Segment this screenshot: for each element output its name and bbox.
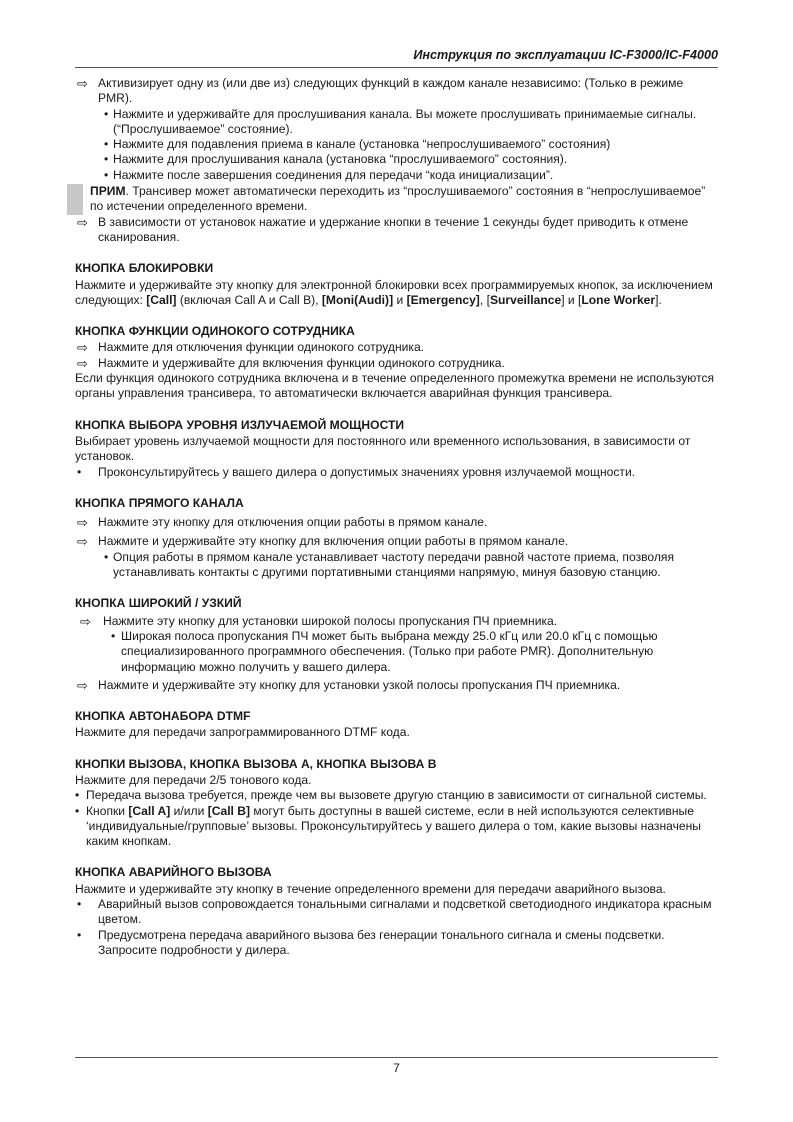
direct-arrow-text: Нажмите и удерживайте эту кнопку для включения опции работы в прямом канале. bbox=[98, 534, 569, 549]
section-title-power: КНОПКА ВЫБОРА УРОВНЯ ИЗЛУЧАЕМОЙ МОЩНОСТИ bbox=[75, 417, 405, 432]
power-paragraph: Выбирает уровень излучаемой мощности для постоянного или временного использования, в зависимости от установок. bbox=[75, 433, 691, 464]
call-bullet-2 bbox=[75, 804, 719, 850]
section-title-lock: КНОПКА БЛОКИРОВКИ bbox=[75, 261, 214, 276]
emergency-bullet-text: Предусмотрена передача аварийного вызова без генерации тонального сигнала и смены подсветки. Запросите подробности у дилера. bbox=[98, 927, 665, 957]
section-title-direct: КНОПКА ПРЯМОГО КАНАЛА bbox=[75, 495, 244, 510]
intro-bullet-3 bbox=[75, 152, 719, 167]
call-bullet-text: и/или bbox=[170, 803, 208, 818]
call-bullet-1 bbox=[75, 788, 719, 803]
call-paragraph: Нажмите для передачи 2/5 тонового кода. bbox=[75, 772, 312, 787]
lone-arrow-1 bbox=[75, 340, 719, 355]
direct-bullet bbox=[75, 550, 719, 581]
bullet-icon: • bbox=[104, 167, 109, 182]
wide-bullet bbox=[75, 629, 719, 675]
lock-paragraph bbox=[75, 278, 719, 309]
bullet-icon: • bbox=[104, 106, 109, 121]
arrow-icon: ⇨ bbox=[77, 214, 88, 230]
section-title-call: КНОПКИ ВЫЗОВА, КНОПКА ВЫЗОВА А, КНОПКА ВЫЗОВА В bbox=[75, 756, 437, 771]
section-title-lone-worker: КНОПКА ФУНКЦИИ ОДИНОКОГО СОТРУДНИКА bbox=[75, 324, 355, 339]
call-bullet-text: Передача вызова требуется, прежде чем вы вызовете другую станцию в зависимости от сигнальной системы. bbox=[86, 788, 707, 803]
intro-bullet-text: Нажмите после завершения соединения для передачи “кода инициализации”. bbox=[113, 167, 554, 182]
note-label: ПРИМ bbox=[90, 184, 126, 199]
bullet-icon: • bbox=[77, 927, 82, 942]
bullet-icon: • bbox=[111, 628, 116, 643]
intro-arrow-text: Активизирует одну из (или две из) следующих функций в каждом канале независимо: (Только в режиме PMR). bbox=[98, 76, 684, 106]
intro-arrow-item bbox=[75, 76, 719, 107]
page-number: 7 bbox=[393, 1061, 400, 1075]
call-bullet-text: могут быть доступны в вашей системе, если в ней используются селективные ‘индивидуальные/групповые’ вызовы. Проконсультируйтесь у вашего дилера о том, какие вызовы назначены каким кнопкам. bbox=[86, 803, 701, 849]
key-surveillance: Surveillance bbox=[489, 292, 562, 307]
intro-bullet-text: Нажмите и удерживайте для прослушивания канала. Вы можете прослушивать принимаемые сигналы. (“Прослушиваемое” состояние). bbox=[113, 106, 697, 136]
section-title-dtmf: КНОПКА АВТОНАБОРА DTMF bbox=[75, 709, 251, 724]
bullet-icon: • bbox=[104, 152, 109, 167]
lone-arrow-text: Нажмите для отключения функции одинокого сотрудника. bbox=[98, 340, 425, 355]
arrow-icon: ⇨ bbox=[77, 515, 88, 531]
note-bar bbox=[67, 184, 83, 215]
bullet-icon: • bbox=[104, 549, 109, 564]
power-bullet bbox=[75, 465, 719, 480]
emergency-paragraph: Нажмите и удерживайте эту кнопку в течение определенного времени для передачи аварийного вызова. bbox=[75, 881, 666, 896]
arrow-icon: ⇨ bbox=[77, 355, 88, 371]
intro-bullet-text: Нажмите для подавления приема в канале (установка “непрослушиваемого” состояния) bbox=[113, 137, 611, 152]
key-moni: [Moni(Audi)] bbox=[321, 292, 394, 307]
page-header: Инструкция по эксплуатации IC-F3000/IC-F4000 bbox=[413, 48, 718, 62]
emergency-bullet-2 bbox=[75, 928, 719, 959]
key-call: [Call] bbox=[146, 292, 177, 307]
emergency-bullet-1 bbox=[75, 897, 719, 928]
wide-arrow-2 bbox=[75, 678, 719, 693]
bullet-icon: • bbox=[77, 897, 82, 912]
arrow-icon: ⇨ bbox=[77, 340, 88, 356]
call-bullet-text: Кнопки bbox=[86, 803, 129, 818]
lock-text: Нажмите и удерживайте эту кнопку для электронной блокировки всех программируемых кнопок, за исключением следующих: bbox=[75, 277, 713, 307]
direct-arrow-text: Нажмите эту кнопку для отключения опции работы в прямом канале. bbox=[98, 515, 488, 530]
page-content bbox=[75, 76, 719, 958]
bullet-icon: • bbox=[104, 137, 109, 152]
wide-arrow-text: Нажмите эту кнопку для установки широкой полосы пропускания ПЧ приемника. bbox=[103, 613, 558, 628]
wide-arrow-text: Нажмите и удерживайте эту кнопку для установки узкой полосы пропускания ПЧ приемника. bbox=[98, 677, 621, 692]
arrow-icon: ⇨ bbox=[77, 534, 88, 550]
lone-arrow-text: Нажмите и удерживайте для включения функции одинокого сотрудника. bbox=[98, 355, 505, 370]
emergency-bullet-text: Аварийный вызов сопровождается тональными сигналами и подсветкой светодиодного индикатора красным цветом. bbox=[98, 897, 712, 927]
arrow-icon: ⇨ bbox=[77, 677, 88, 693]
lock-text: ] и [ bbox=[561, 292, 582, 307]
intro-bullet-4 bbox=[75, 168, 719, 183]
note-block bbox=[75, 184, 719, 215]
arrow-icon: ⇨ bbox=[77, 76, 88, 91]
arrow-icon: ⇨ bbox=[80, 613, 91, 629]
footer-rule bbox=[75, 1057, 718, 1058]
intro-arrow-text: В зависимости от установок нажатие и удержание кнопки в течение 1 секунды будет приводить к отмене сканирования. bbox=[98, 214, 689, 244]
intro-bullet-1 bbox=[75, 107, 719, 138]
section-title-wide: КНОПКА ШИРОКИЙ / УЗКИЙ bbox=[75, 596, 242, 611]
direct-arrow-1 bbox=[75, 515, 719, 530]
key-lone-worker: Lone Worker bbox=[581, 292, 656, 307]
key-call-a: [Call A] bbox=[128, 803, 171, 818]
direct-arrow-2 bbox=[75, 534, 719, 549]
lock-text: , [ bbox=[479, 292, 490, 307]
header-rule bbox=[75, 67, 718, 68]
key-emergency: [Emergency] bbox=[406, 292, 480, 307]
section-title-emergency: КНОПКА АВАРИЙНОГО ВЫЗОВА bbox=[75, 865, 272, 880]
lock-text: ]. bbox=[655, 292, 662, 307]
intro-bullet-text: Нажмите для прослушивания канала (установка “прослушиваемого” состояния). bbox=[113, 152, 568, 167]
power-bullet-text: Проконсультируйтесь у вашего дилера о допустимых значениях уровня излучаемой мощности. bbox=[98, 464, 636, 479]
lone-paragraph: Если функция одинокого сотрудника включена и в течение определенного промежутка времени не используются органы управления трансивера, то автоматически включается аварийная функция трансивера. bbox=[75, 371, 715, 401]
intro-arrow-item-2 bbox=[75, 215, 719, 246]
lone-arrow-2 bbox=[75, 356, 719, 371]
note-text: . Трансивер может автоматически переходить из “прослушиваемого” состояния в “непрослушиваемое” по истечении определенного времени. bbox=[90, 184, 706, 214]
wide-bullet-text: Широкая полоса пропускания ПЧ может быть выбрана между 25.0 кГц или 20.0 кГц с помощью специализированного программного обеспечения. (Только при работе PMR). Дополнительную информацию можно получить у вашего дилера. bbox=[121, 628, 658, 674]
bullet-icon: • bbox=[77, 464, 82, 479]
wide-arrow-1 bbox=[75, 614, 719, 629]
bullet-icon: • bbox=[75, 803, 80, 818]
direct-bullet-text: Опция работы в прямом канале устанавливает частоту передачи равной частоте приема, позволяя устанавливать контакты с другими портативными станциями напрямую, минуя базовую станцию. bbox=[113, 549, 675, 580]
lock-text: (включая Call A и Call B), bbox=[176, 292, 322, 307]
lock-text: и bbox=[393, 292, 407, 307]
key-call-b: [Call B] bbox=[207, 803, 251, 818]
dtmf-paragraph: Нажмите для передачи запрограммированного DTMF кода. bbox=[75, 725, 410, 740]
intro-bullet-2 bbox=[75, 137, 719, 152]
bullet-icon: • bbox=[75, 788, 80, 803]
